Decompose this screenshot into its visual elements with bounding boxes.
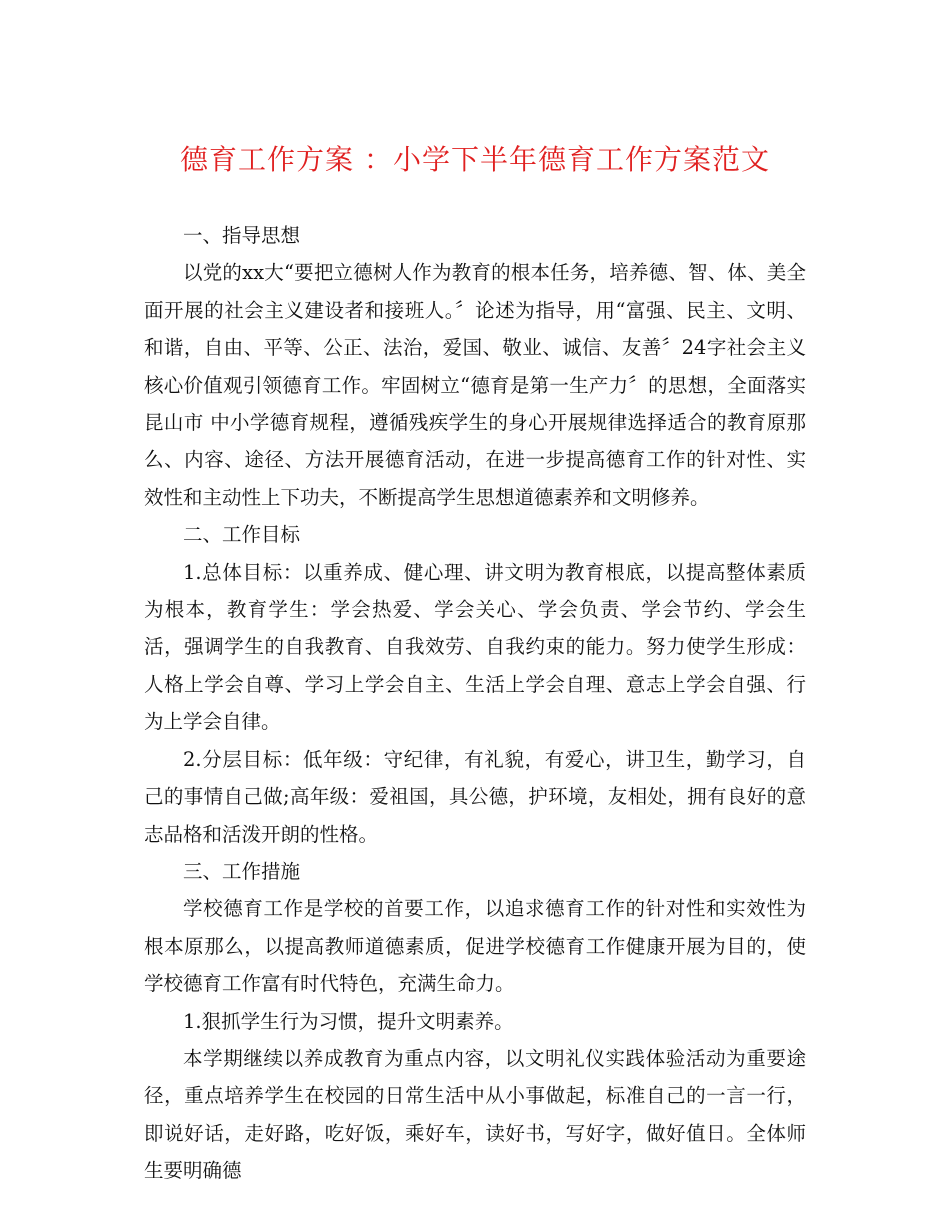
section-heading-work-measures: 三、工作措施 [183,859,301,883]
document-title: 德育工作方案 ：小学下半年德育工作方案范文 [180,143,770,176]
section-heading-guiding-ideology: 一、指导思想 [183,224,301,247]
paragraph-overall-goal: 1.总体目标：以重养成、健心理、讲文明为教育根底，以提高整体素质为根本，教育学生：学会热爱、学会关心、学会负责、学会节约、学会生活，强调学生的自我教育、自我效劳、自我约束的能力。努力使学生形成：人格上学会自尊、学习上学会自主、生活上学会自理、意志上学会自强、行为上学会自律。 [144,560,806,734]
paragraph-measure-1-body: 本学期继续以养成教育为重点内容，以文明礼仪实践体验活动为重要途径，重点培养学生在校园的日常生活中从小事做起，标准自己的一言一行，即说好话，走好路，吃好饭，乘好车，读好书，写好字，做好值日。全体师生要明确德 [144,1046,806,1183]
document-body [144,217,806,1190]
section-heading-work-goals: 二、工作目标 [183,523,301,547]
paragraph-measure-1-heading: 1.狠抓学生行为习惯，提升文明素养。 [183,1009,514,1033]
paragraph-tiered-goal: 2.分层目标：低年级：守纪律，有礼貌，有爱心，讲卫生，勤学习，自己的事情自己做;高年级：爱祖国，具公德，护环境，友相处，拥有良好的意志品格和活泼开朗的性格。 [144,747,806,846]
paragraph-measures-intro: 学校德育工作是学校的首要工作，以追求德育工作的针对性和实效性为根本原那么，以提高教师道德素质，促进学校德育工作健康开展为目的，使学校德育工作富有时代特色，充满生命力。 [144,897,806,996]
paragraph-guiding-ideology: 以党的xx大“要把立德树人作为教育的根本任务，培养德、智、体、美全面开展的社会主义建设者和接班人。〞论述为指导，用“富强、民主、文明、 和谐，自由、平等、公正、法治，爱国、敬业、诚信、友善〞24字社会主义核心价值观引领德育工作。牢固树立“德育是第一生产力〞的思想，全面落实昆山市 中小学德育规程，遵循残疾学生的身心开展规律选择适合的教育原那么、内容、途径、方法开展德育活动，在进一步提高德育工作的针对性、实效性和主动性上下功夫，不断提高学生思想道德素养和文明修养。 [144,261,806,509]
